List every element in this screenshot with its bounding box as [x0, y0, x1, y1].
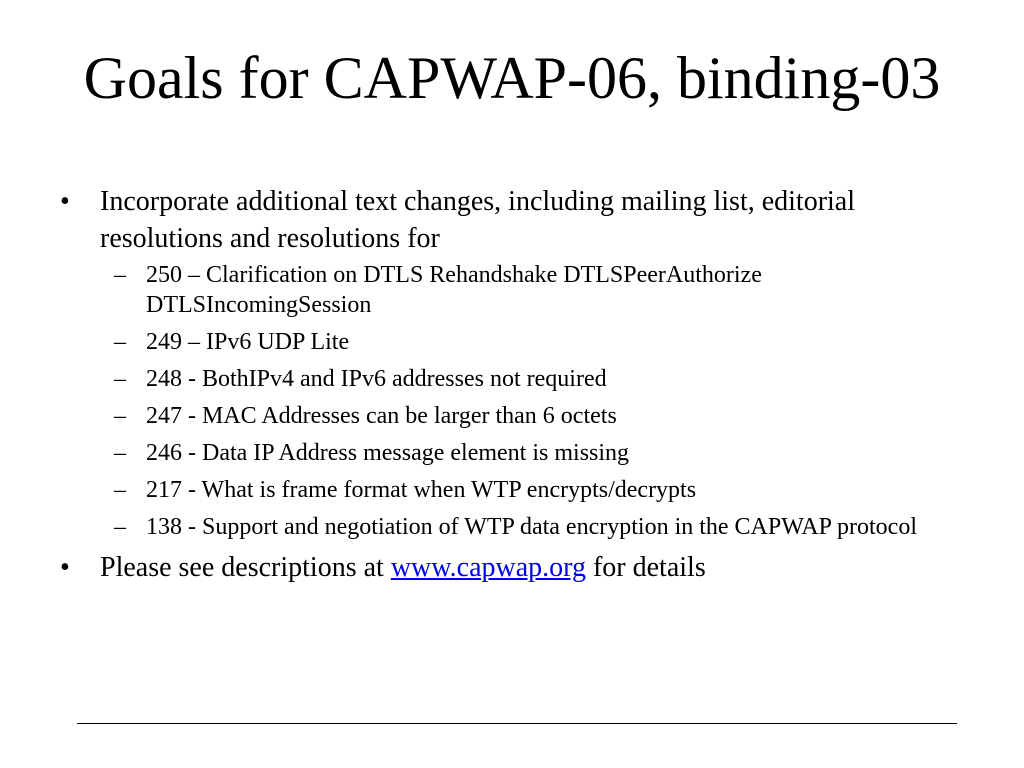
sub-item-250: [100, 260, 970, 320]
sub-bullet-list: [100, 260, 970, 542]
sub-item-138: [100, 512, 970, 542]
bullet-marker-icon: •: [60, 186, 70, 217]
dash-marker-icon: –: [114, 440, 126, 466]
bullet-text-before-link: Please see descriptions at: [100, 552, 391, 583]
bullet-item-see-descriptions: [60, 549, 970, 586]
dash-marker-icon: –: [114, 514, 126, 540]
bullet-list: [60, 183, 970, 586]
slide-title: Goals for CAPWAP-06, binding-03: [83, 45, 941, 111]
sub-item-217: [100, 475, 970, 505]
sub-item-246: [100, 438, 970, 468]
sub-item-text: 138 - Support and negotiation of WTP data encryption in the CAPWAP protocol: [146, 514, 917, 540]
bullet-text: Incorporate additional text changes, including mailing list, editorial resolutions and resolutions for: [100, 186, 856, 254]
bullet-marker-icon: •: [60, 552, 70, 583]
bullet-item-incorporate-changes: [60, 183, 970, 542]
dash-marker-icon: –: [114, 366, 126, 392]
capwap-website-link[interactable]: www.capwap.org: [390, 552, 586, 583]
sub-item-text: 247 - MAC Addresses can be larger than 6 octets: [146, 403, 617, 429]
footer-divider: [77, 723, 957, 724]
sub-item-text: 217 - What is frame format when WTP encrypts/decrypts: [146, 477, 697, 503]
sub-item-text: 248 - BothIPv4 and IPv6 addresses not required: [146, 366, 607, 392]
dash-marker-icon: –: [114, 262, 126, 288]
dash-marker-icon: –: [114, 477, 126, 503]
dash-marker-icon: –: [114, 329, 126, 355]
sub-item-248: [100, 364, 970, 394]
sub-item-text: 249 – IPv6 UDP Lite: [146, 329, 350, 355]
bullet-text-after-link: for details: [585, 552, 706, 583]
sub-item-247: [100, 401, 970, 431]
sub-item-text: 250 – Clarification on DTLS Rehandshake DTLSPeerAuthorize DTLSIncomingSession: [146, 262, 762, 318]
dash-marker-icon: –: [114, 403, 126, 429]
sub-item-text: 246 - Data IP Address message element is missing: [146, 440, 630, 466]
sub-item-249: [100, 327, 970, 357]
